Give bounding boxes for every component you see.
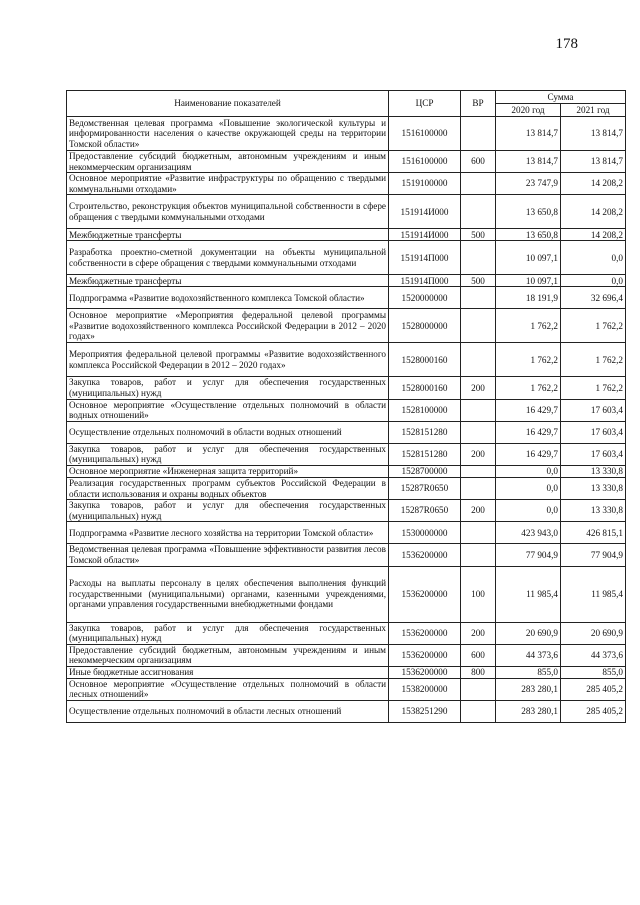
row-vr xyxy=(461,287,496,309)
row-name: Расходы на выплаты персоналу в целях обеспечения выполнения функций государственными (муниципальными) органами, казенными учреждениями, органами управления государственными внебюджетными фондами xyxy=(67,566,389,622)
row-sum-2020: 1 762,2 xyxy=(496,377,561,399)
row-sum-2020: 1 762,2 xyxy=(496,309,561,343)
row-sum-2020: 0,0 xyxy=(496,465,561,477)
row-sum-2021: 14 208,2 xyxy=(561,195,626,229)
row-csr: 1516100000 xyxy=(389,151,461,173)
table-row xyxy=(67,566,626,622)
table-row xyxy=(67,465,626,477)
table-row xyxy=(67,377,626,399)
row-vr xyxy=(461,241,496,275)
row-sum-2021: 1 762,2 xyxy=(561,377,626,399)
page-number: 178 xyxy=(555,36,578,52)
header-name: Наименование показателей xyxy=(67,91,389,117)
table-row xyxy=(67,229,626,241)
header-year-2021: 2021 год xyxy=(561,104,626,117)
row-vr: 100 xyxy=(461,566,496,622)
row-sum-2020: 1 762,2 xyxy=(496,343,561,377)
row-csr: 1516100000 xyxy=(389,117,461,151)
header-vr: ВР xyxy=(461,91,496,117)
row-name: Подпрограмма «Развитие водохозяйственного комплекса Томской области» xyxy=(67,287,389,309)
row-sum-2021: 13 814,7 xyxy=(561,117,626,151)
row-sum-2021: 77 904,9 xyxy=(561,544,626,566)
row-csr: 1528700000 xyxy=(389,465,461,477)
row-csr: 1528000000 xyxy=(389,309,461,343)
row-vr xyxy=(461,343,496,377)
row-vr xyxy=(461,195,496,229)
row-csr: 1520000000 xyxy=(389,287,461,309)
row-name: Реализация государственных программ субъектов Российской Федерации в области использования и охраны водных объектов xyxy=(67,477,389,499)
table-row xyxy=(67,443,626,465)
table-row xyxy=(67,241,626,275)
row-vr xyxy=(461,309,496,343)
row-vr: 200 xyxy=(461,443,496,465)
row-vr xyxy=(461,173,496,195)
row-sum-2020: 283 280,1 xyxy=(496,701,561,723)
row-name: Предоставление субсидий бюджетным, автономным учреждениям и иным некоммерческим организациям xyxy=(67,644,389,666)
row-sum-2021: 20 690,9 xyxy=(561,622,626,644)
header-sum: Сумма xyxy=(496,91,626,104)
row-csr: 1528100000 xyxy=(389,399,461,421)
row-name: Подпрограмма «Развитие лесного хозяйства на территории Томской области» xyxy=(67,522,389,544)
row-name: Закупка товаров, работ и услуг для обеспечения государственных (муниципальных) нужд xyxy=(67,500,389,522)
row-sum-2021: 17 603,4 xyxy=(561,399,626,421)
table-row xyxy=(67,477,626,499)
table-row xyxy=(67,666,626,678)
row-csr: 1519100000 xyxy=(389,173,461,195)
row-sum-2020: 44 373,6 xyxy=(496,644,561,666)
table-row xyxy=(67,343,626,377)
table-row xyxy=(67,522,626,544)
row-sum-2021: 855,0 xyxy=(561,666,626,678)
row-csr: 151914И000 xyxy=(389,195,461,229)
row-sum-2020: 18 191,9 xyxy=(496,287,561,309)
row-vr xyxy=(461,544,496,566)
table-row xyxy=(67,500,626,522)
row-csr: 15287R0650 xyxy=(389,500,461,522)
row-csr: 1528000160 xyxy=(389,377,461,399)
row-csr: 1538251290 xyxy=(389,701,461,723)
row-name: Мероприятия федеральной целевой программы «Развитие водохозяйственного комплекса Российской Федерации в 2012 – 2020 годах» xyxy=(67,343,389,377)
row-sum-2021: 13 330,8 xyxy=(561,500,626,522)
row-csr: 15287R0650 xyxy=(389,477,461,499)
row-vr xyxy=(461,465,496,477)
row-sum-2020: 10 097,1 xyxy=(496,241,561,275)
table-row xyxy=(67,701,626,723)
table-body xyxy=(67,117,626,723)
table-row xyxy=(67,173,626,195)
row-csr: 1530000000 xyxy=(389,522,461,544)
row-name: Закупка товаров, работ и услуг для обеспечения государственных (муниципальных) нужд xyxy=(67,622,389,644)
row-vr xyxy=(461,522,496,544)
row-sum-2021: 44 373,6 xyxy=(561,644,626,666)
row-vr: 500 xyxy=(461,229,496,241)
row-sum-2020: 0,0 xyxy=(496,500,561,522)
table-row xyxy=(67,399,626,421)
row-vr xyxy=(461,399,496,421)
row-csr: 1538200000 xyxy=(389,678,461,700)
table-row xyxy=(67,151,626,173)
row-sum-2021: 14 208,2 xyxy=(561,229,626,241)
row-csr: 1536200000 xyxy=(389,622,461,644)
row-csr: 151914И000 xyxy=(389,229,461,241)
row-sum-2021: 1 762,2 xyxy=(561,309,626,343)
row-csr: 1528151280 xyxy=(389,421,461,443)
row-sum-2021: 11 985,4 xyxy=(561,566,626,622)
row-sum-2020: 16 429,7 xyxy=(496,443,561,465)
table-row xyxy=(67,275,626,287)
row-sum-2021: 13 330,8 xyxy=(561,465,626,477)
row-sum-2021: 32 696,4 xyxy=(561,287,626,309)
row-csr: 151914П000 xyxy=(389,241,461,275)
row-sum-2021: 285 405,2 xyxy=(561,678,626,700)
row-sum-2020: 13 814,7 xyxy=(496,151,561,173)
row-name: Основное мероприятие «Развитие инфраструктуры по обращению с твердыми коммунальными отходами» xyxy=(67,173,389,195)
row-sum-2021: 14 208,2 xyxy=(561,173,626,195)
row-sum-2021: 1 762,2 xyxy=(561,343,626,377)
row-vr xyxy=(461,678,496,700)
row-csr: 1528151280 xyxy=(389,443,461,465)
row-sum-2020: 423 943,0 xyxy=(496,522,561,544)
table-row xyxy=(67,678,626,700)
row-name: Осуществление отдельных полномочий в области лесных отношений xyxy=(67,701,389,723)
row-vr: 600 xyxy=(461,644,496,666)
row-sum-2020: 23 747,9 xyxy=(496,173,561,195)
row-name: Межбюджетные трансферты xyxy=(67,275,389,287)
row-sum-2020: 77 904,9 xyxy=(496,544,561,566)
table-row xyxy=(67,117,626,151)
row-vr xyxy=(461,117,496,151)
row-sum-2020: 13 650,8 xyxy=(496,195,561,229)
row-name: Межбюджетные трансферты xyxy=(67,229,389,241)
row-sum-2021: 13 814,7 xyxy=(561,151,626,173)
row-sum-2021: 285 405,2 xyxy=(561,701,626,723)
row-vr: 200 xyxy=(461,622,496,644)
row-vr: 200 xyxy=(461,500,496,522)
row-csr: 1528000160 xyxy=(389,343,461,377)
row-sum-2021: 0,0 xyxy=(561,241,626,275)
row-name: Основное мероприятие «Осуществление отдельных полномочий в области водных отношений» xyxy=(67,399,389,421)
row-csr: 1536200000 xyxy=(389,566,461,622)
row-csr: 1536200000 xyxy=(389,644,461,666)
table-row xyxy=(67,309,626,343)
row-name: Закупка товаров, работ и услуг для обеспечения государственных (муниципальных) нужд xyxy=(67,377,389,399)
row-vr xyxy=(461,421,496,443)
row-sum-2021: 426 815,1 xyxy=(561,522,626,544)
row-name: Закупка товаров, работ и услуг для обеспечения государственных (муниципальных) нужд xyxy=(67,443,389,465)
row-sum-2020: 11 985,4 xyxy=(496,566,561,622)
table-row xyxy=(67,287,626,309)
row-sum-2020: 16 429,7 xyxy=(496,399,561,421)
row-name: Основное мероприятие «Инженерная защита территорий» xyxy=(67,465,389,477)
row-sum-2020: 0,0 xyxy=(496,477,561,499)
row-name: Иные бюджетные ассигнования xyxy=(67,666,389,678)
table-row xyxy=(67,544,626,566)
row-sum-2021: 17 603,4 xyxy=(561,421,626,443)
row-sum-2021: 0,0 xyxy=(561,275,626,287)
header-csr: ЦСР xyxy=(389,91,461,117)
row-name: Основное мероприятие «Мероприятия федеральной целевой программы «Развитие водохозяйственного комплекса Российской Федерации в 2012 – 2020 годах» xyxy=(67,309,389,343)
row-vr xyxy=(461,477,496,499)
row-sum-2020: 855,0 xyxy=(496,666,561,678)
row-name: Строительство, реконструкция объектов муниципальной собственности в сфере обращения с твердыми коммунальными отходами xyxy=(67,195,389,229)
budget-table xyxy=(66,90,626,723)
row-name: Разработка проектно-сметной документации на объекты муниципальной собственности в сфере обращения с твердыми коммунальными отходами xyxy=(67,241,389,275)
row-sum-2020: 283 280,1 xyxy=(496,678,561,700)
row-sum-2021: 13 330,8 xyxy=(561,477,626,499)
row-csr: 151914П000 xyxy=(389,275,461,287)
row-sum-2020: 13 650,8 xyxy=(496,229,561,241)
table-row xyxy=(67,195,626,229)
row-sum-2021: 17 603,4 xyxy=(561,443,626,465)
row-vr: 600 xyxy=(461,151,496,173)
table-row xyxy=(67,644,626,666)
table-row xyxy=(67,421,626,443)
row-name: Предоставление субсидий бюджетным, автономным учреждениям и иным некоммерческим организациям xyxy=(67,151,389,173)
row-vr: 500 xyxy=(461,275,496,287)
row-name: Ведомственная целевая программа «Повышение экологической культуры и информированности населения о качестве окружающей среды на территории Томской области» xyxy=(67,117,389,151)
row-name: Осуществление отдельных полномочий в области водных отношений xyxy=(67,421,389,443)
header-year-2020: 2020 год xyxy=(496,104,561,117)
row-sum-2020: 10 097,1 xyxy=(496,275,561,287)
row-sum-2020: 20 690,9 xyxy=(496,622,561,644)
row-vr: 200 xyxy=(461,377,496,399)
row-csr: 1536200000 xyxy=(389,666,461,678)
table-row xyxy=(67,622,626,644)
row-sum-2020: 13 814,7 xyxy=(496,117,561,151)
table-header-row xyxy=(67,91,626,104)
row-name: Основное мероприятие «Осуществление отдельных полномочий в области лесных отношений» xyxy=(67,678,389,700)
row-sum-2020: 16 429,7 xyxy=(496,421,561,443)
row-vr: 800 xyxy=(461,666,496,678)
row-csr: 1536200000 xyxy=(389,544,461,566)
row-name: Ведомственная целевая программа «Повышение эффективности развития лесов Томской области» xyxy=(67,544,389,566)
row-vr xyxy=(461,701,496,723)
